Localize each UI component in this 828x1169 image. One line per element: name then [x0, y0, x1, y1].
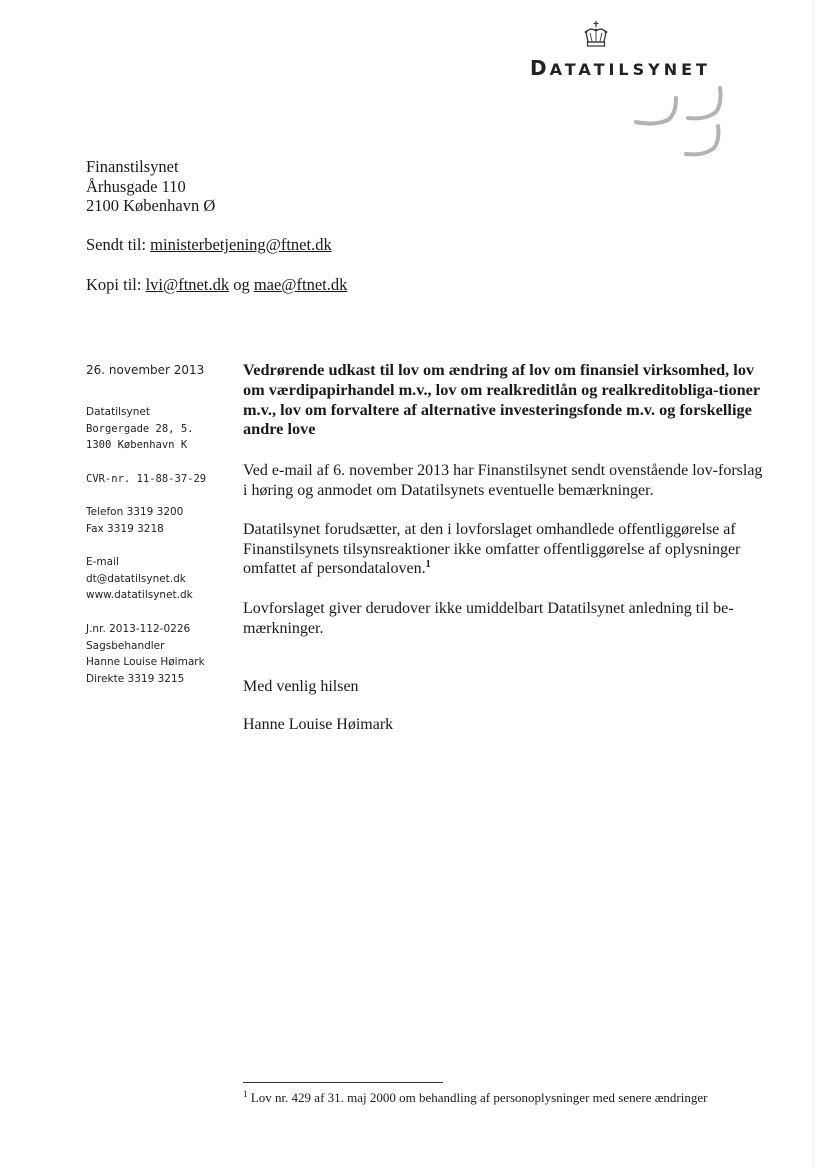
signer-name: Hanne Louise Høimark [243, 716, 394, 733]
case-officer-name: Hanne Louise Høimark [86, 656, 205, 668]
body-paragraph-1: Ved e-mail af 6. november 2013 har Finanstilsynet sendt ovenstående lov-forslag i høring og anmodet om Datatilsynets eventuelle bemærkninger. [243, 462, 763, 499]
letter-subject: Vedrørende udkast til lov om ændring af lov om finansiel virksomhed, lov om værdipapirhandel m.v., lov om realkreditlån og realkreditobliga-tioner m.v., lov om forvaltere af alternative investeringsfonde m.v. og forskellige andre love [243, 360, 760, 439]
received-stamp-mark [632, 86, 732, 162]
recipient-city: 2100 København Ø [86, 196, 216, 215]
case-officer-label: Sagsbehandler [86, 639, 165, 652]
sent-to-label: Sendt til: [86, 235, 147, 254]
phone-block [86, 504, 183, 537]
recipient-street: Århusgade 110 [86, 176, 186, 196]
journal-number: J.nr. 2013-112-0226 [86, 623, 191, 635]
copy-joiner: og [233, 275, 250, 294]
body-paragraph-2 [243, 520, 763, 579]
footnote [243, 1090, 707, 1106]
copy-email-link-2[interactable]: mae@ftnet.dk [253, 275, 348, 294]
copy-to-label: Kopi til: [86, 275, 142, 294]
footnote-divider [243, 1082, 443, 1083]
crown-icon [583, 20, 609, 50]
fax-number: Fax 3319 3218 [86, 522, 164, 535]
case-block [86, 621, 205, 687]
letter-date: 26. november 2013 [86, 363, 205, 377]
footnote-reference: 1 [425, 559, 431, 571]
page-edge [813, 0, 814, 1169]
sender-city: 1300 København K [86, 439, 188, 451]
direct-phone: Direkte 3319 3215 [86, 672, 185, 685]
sent-to-email-link[interactable]: ministerbetjening@ftnet.dk [150, 235, 332, 254]
recipient-name: Finanstilsynet [86, 157, 179, 176]
closing-salutation: Med venlig hilsen [243, 678, 359, 695]
logo-name: ATATILSYNET [549, 60, 711, 79]
sender-org: Datatilsynet [86, 406, 150, 418]
sender-address [86, 404, 193, 454]
organization-logo [530, 56, 711, 80]
contact-block [86, 554, 193, 604]
body-paragraph-2-text: Datatilsynet forudsætter, at den i lovforslaget omhandlede offentliggørelse af Finanstilsynets tilsynsreaktioner ikke omfatter offentliggørelse af oplysninger omfattet af persondataloven. [243, 521, 741, 578]
sender-email: dt@datatilsynet.dk [86, 572, 186, 585]
recipient-address [86, 157, 215, 216]
footnote-text: Lov nr. 429 af 31. maj 2000 om behandling af personoplysninger med senere ændringer [250, 1090, 708, 1105]
body-paragraph-3: Lovforslaget giver derudover ikke umiddelbart Datatilsynet anledning til be-mærkninger. [243, 600, 734, 637]
copy-to-line [86, 275, 347, 295]
email-label: E-mail [86, 556, 119, 568]
sender-website: www.datatilsynet.dk [86, 589, 193, 601]
copy-email-link-1[interactable]: lvi@ftnet.dk [145, 275, 230, 294]
footnote-number: 1 [243, 1089, 248, 1099]
cvr-number: CVR-nr. 11-88-37-29 [86, 473, 207, 485]
sent-to-line [86, 235, 332, 255]
logo-initial: D [530, 56, 550, 80]
phone-number: Telefon 3319 3200 [86, 506, 184, 518]
sender-street: Borgergade 28, 5. [86, 422, 194, 435]
